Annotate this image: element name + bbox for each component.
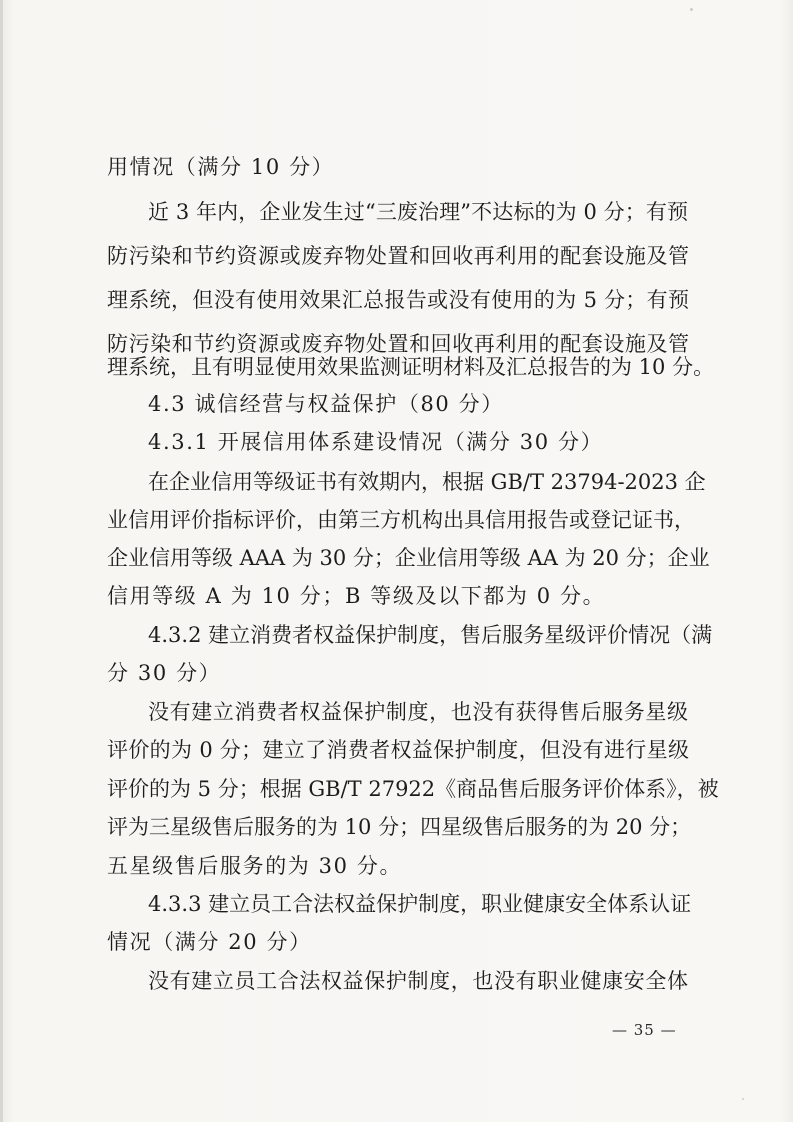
text-line: 评价的为 0 分；建立了消费者权益保护制度，但没有进行星级 [107, 738, 689, 762]
subsection-heading: 4.3.2 建立消费者权益保护制度，售后服务星级评价情况（满 [148, 623, 713, 647]
text-line: 评为三星级售后服务的为 10 分；四星级售后服务的为 20 分； [107, 815, 692, 839]
scan-speck [742, 1098, 744, 1100]
subsection-heading-cont: 分 30 分） [107, 661, 222, 685]
text-line: 没有建立消费者权益保护制度，也没有获得售后服务星级 [148, 700, 688, 724]
subsection-heading: 4.3.1 开展信用体系建设情况（满分 30 分） [148, 430, 604, 454]
section-heading: 4.3 诚信经营与权益保护（80 分） [148, 392, 504, 416]
text-line: 理系统，且有明显使用效果监测证明材料及汇总报告的为 10 分。 [107, 355, 715, 379]
text-line: 防污染和节约资源或废弃物处置和回收再利用的配套设施及管 [107, 244, 689, 268]
text-line: 五星级售后服务的为 30 分。 [107, 854, 403, 878]
text-line: 在企业信用等级证书有效期内，根据 GB/T 23794-2023 企 [148, 470, 706, 494]
page-number: — 35 — [612, 1021, 677, 1039]
text-line: 企业信用等级 AAA 为 30 分；企业信用等级 AA 为 20 分；企业 [107, 546, 710, 570]
text-line: 近 3 年内，企业发生过“三废治理”不达标的为 0 分；有预 [148, 200, 688, 224]
subsection-heading-cont: 情况（满分 20 分） [107, 930, 312, 954]
text-line: 没有建立员工合法权益保护制度，也没有职业健康安全体 [148, 969, 688, 993]
text-line: 防污染和节约资源或废弃物处置和回收再利用的配套设施及管 [107, 332, 689, 356]
scan-speck [690, 8, 693, 11]
text-line: 用情况（满分 10 分） [107, 155, 335, 179]
subsection-heading: 4.3.3 建立员工合法权益保护制度，职业健康安全体系认证 [148, 892, 692, 916]
page-edge-shadow [0, 0, 3, 1122]
text-line: 理系统，但没有使用效果汇总报告或没有使用的为 5 分；有预 [107, 288, 689, 312]
text-line: 业信用评价指标评价，由第三方机构出具信用报告或登记证书， [107, 508, 695, 532]
text-line: 信用等级 A 为 10 分；B 等级及以下都为 0 分。 [107, 584, 606, 608]
text-line: 评价的为 5 分；根据 GB/T 27922《商品售后服务评价体系》，被 [107, 777, 719, 801]
